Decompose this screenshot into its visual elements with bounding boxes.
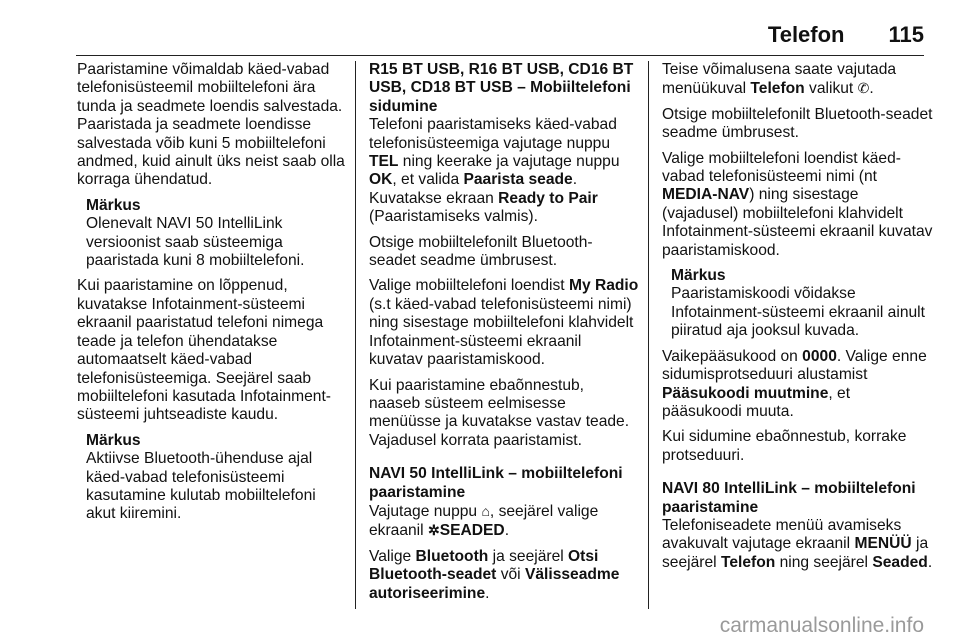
note-box — [86, 432, 345, 524]
column-left — [77, 61, 345, 531]
note-text: Paaristamiskoodi võidakse Infotainment-süsteemi ekraanil ainult piiratud aja jooksul kuvada. — [671, 285, 925, 340]
column-right — [662, 61, 934, 579]
paragraph-select-media-nav: Valige mobiiltelefoni loendist käed-vabad telefonisüsteemi nimi (nt MEDIA-NAV) ning sisestage (vajadusel) mobiiltelefoni klahvidelt Infotainment-süsteemi ekraanil kuvatav paaristamiskood. — [662, 149, 933, 259]
note-box — [86, 197, 345, 271]
paragraph-open-phone-settings: Telefoniseadete menüü avamiseks avakuvalt vajutage ekraanil MENÜÜ ja seejärel Telefon ning seejärel Seaded. — [662, 516, 933, 571]
paragraph-pairing-intro: Paaristamine võimaldab käed-vabad telefonisüsteemil mobiiltelefoni ära tunda ja seadmete loendis salvestada. Paaristada ja seadmete loendisse salvestada võib kuni 5 mobiiltelefoni andmed, kuid ainult üks neist saab olla korraga ühendatud. — [77, 61, 345, 189]
paragraph-menu-phone: Teise võimalusena saate vajutada menüükuval Telefon valikut ✆. — [662, 61, 897, 98]
header-divider — [76, 55, 924, 56]
page-number: 115 — [888, 22, 924, 47]
paragraph-search-device: Otsige mobiiltelefonilt Bluetooth-seadet seadme ümbrusest. — [662, 105, 933, 142]
page-header — [768, 22, 924, 52]
section-heading-r15: R15 BT USB, R16 BT USB, CD16 BT USB, CD18 BT USB – Mobiiltelefoni sidumine — [369, 61, 634, 115]
paragraph-pairing-complete: Kui paaristamine on lõppenud, kuvatakse Infotainment-süsteemi ekraanil paaristatud telefoni nimega teade ja telefon ühendatakse automaatselt käed-vabad telefonisüsteemiga. Seejärel saab mobiiltelefoni kasutada Infotainment-süsteemi juhtseadiste kaudu. — [77, 277, 331, 424]
settings-gear-icon: ✲ — [427, 522, 440, 539]
paragraph-tel-pairing: Telefoni paaristamiseks käed-vabad telefonisüsteemiga vajutage nuppu TEL ning keerake ja vajutage nuppu OK, et valida Paarista seade. Kuvatakse ekraan Ready to Pair (Paaristamiseks valmis). — [369, 116, 620, 226]
column-divider-left — [355, 61, 356, 609]
note-text: Olenevalt NAVI 50 IntelliLink versioonist saab süsteemiga paaristada kuni 8 mobiiltelefoni. — [86, 215, 305, 270]
paragraph-select-bluetooth: Valige Bluetooth ja seejärel Otsi Bluetooth-seadet või Välisseadme autoriseerimine. — [369, 547, 620, 602]
paragraph-default-passcode: Vaikepääsukood on 0000. Valige enne sidumisprotseduuri alustamist Pääsukoodi muutmine, et pääsukoodi muuta. — [662, 347, 927, 420]
paragraph-pairing-failed: Kui paaristamine ebaõnnestub, naaseb süsteem eelmisesse menüüsse ja kuvatakse vastav teade. Vajadusel korrata paaristamist. — [369, 376, 630, 449]
note-title: Märkus — [86, 196, 141, 214]
section-heading-navi50: NAVI 50 IntelliLink – mobiiltelefoni paaristamine — [369, 465, 623, 501]
column-divider-right — [648, 61, 649, 609]
column-middle — [369, 61, 639, 610]
paragraph-retry: Kui sidumine ebaõnnestub, korrake protseduuri. — [662, 428, 907, 464]
note-title: Märkus — [671, 267, 726, 285]
paragraph-press-home: Vajutage nuppu ⌂, seejärel valige ekraanil ✲SEADED. — [369, 502, 599, 540]
note-text: Aktiivse Bluetooth-ühenduse ajal käed-vabad telefonisüsteemi kasutamine kulutab mobiiltelefoni akut kiiremini. — [86, 450, 316, 523]
section-heading-navi80: NAVI 80 IntelliLink – mobiiltelefoni paaristamine — [662, 480, 916, 516]
note-title: Märkus — [86, 431, 141, 449]
phone-icon: ✆ — [857, 80, 870, 97]
chapter-title: Telefon — [767, 22, 845, 47]
home-icon: ⌂ — [481, 502, 490, 519]
note-box — [671, 267, 934, 341]
paragraph-select-my-radio: Valige mobiiltelefoni loendist My Radio (s.t käed-vabad telefonisüsteemi nimi) ning sisestage mobiiltelefoni klahvidelt Infotainment-süsteemi ekraanil kuvatav paaristamiskood. — [369, 277, 639, 369]
watermark: carmanualsonline.info — [719, 614, 924, 637]
paragraph-search-device: Otsige mobiiltelefonilt Bluetooth-seadet seadme ümbrusest. — [369, 233, 593, 270]
